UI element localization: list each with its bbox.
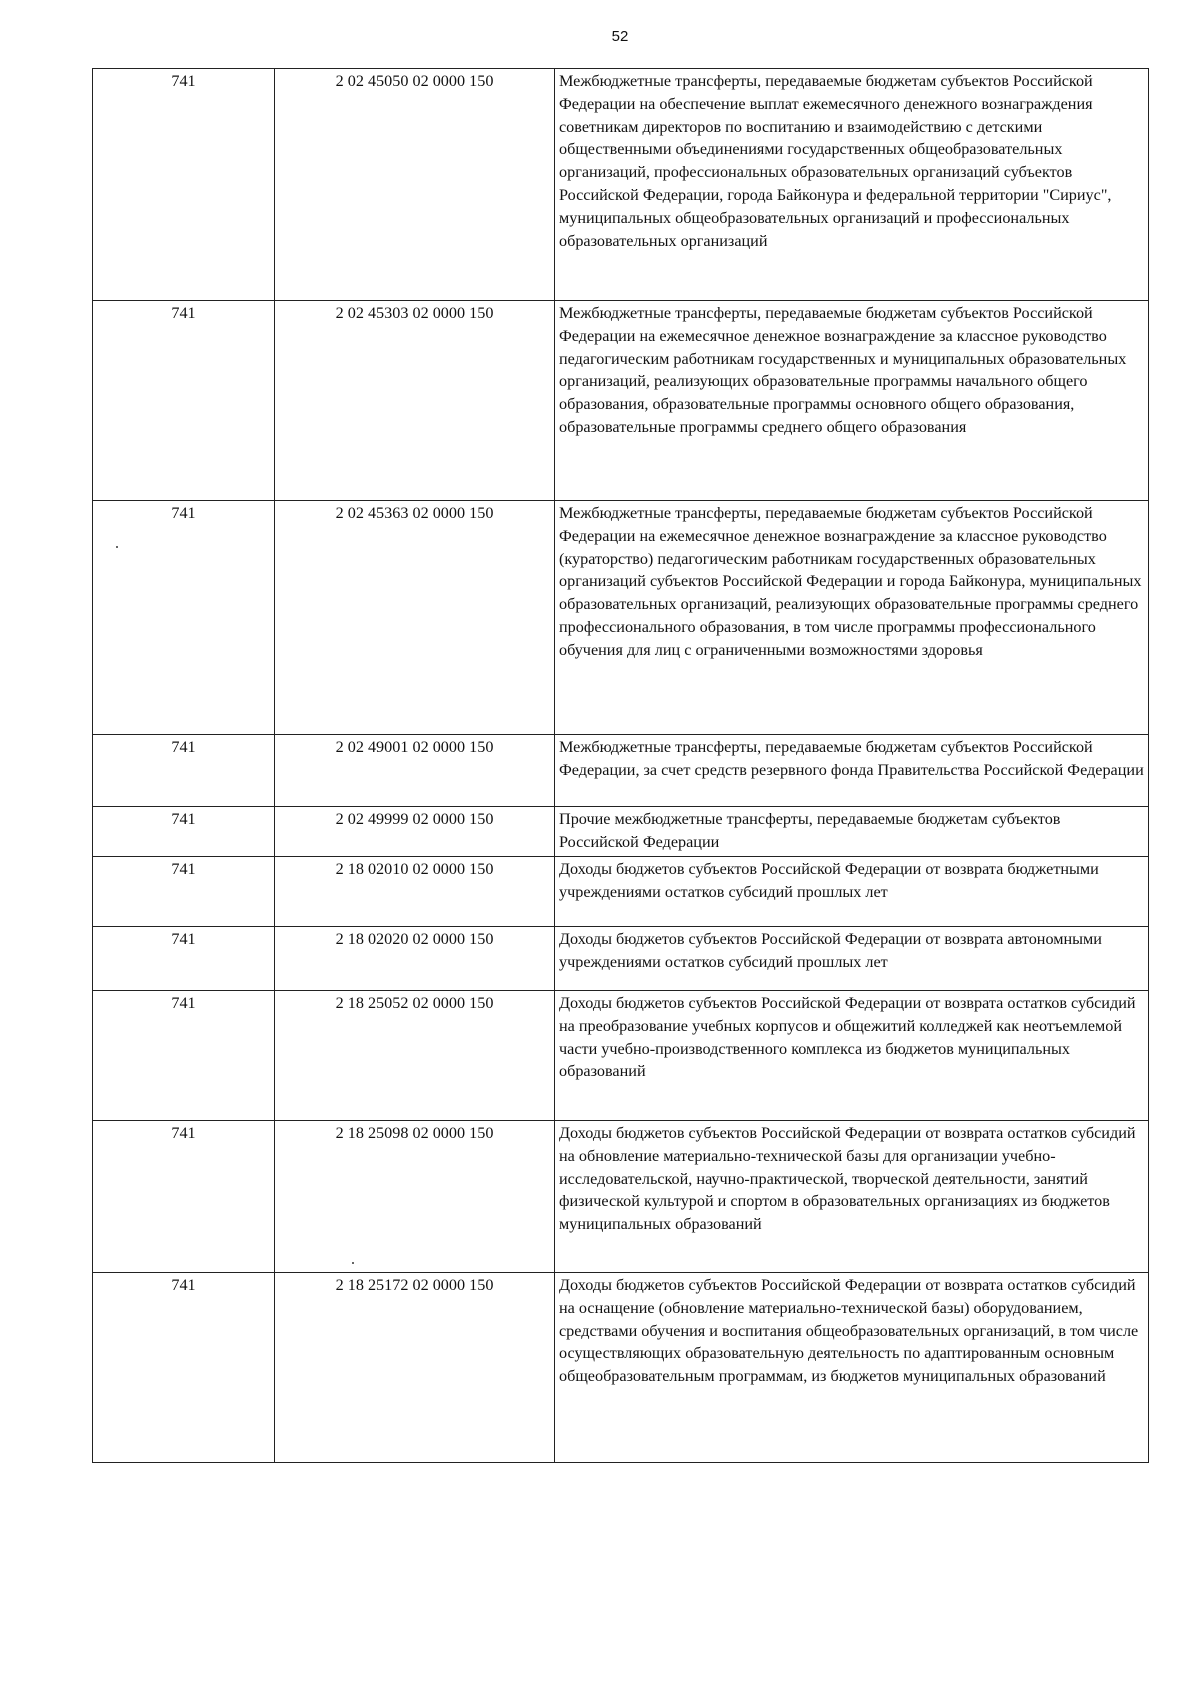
description-cell: Доходы бюджетов субъектов Российской Федерации от возврата остатков субсидий на преобразование учебных корпусов и общежитий колледжей как неотъемлемой части учебно-производственного комплекса из бюджетов муниципальных образований [555, 991, 1149, 1121]
description-cell: Межбюджетные трансферты, передаваемые бюджетам субъектов Российской Федерации на обеспечение выплат ежемесячного денежного вознаграждения советникам директоров по воспитанию и взаимодействию с детскими общественными объединениями государственных общеобразовательных организаций, профессиональных образовательных организаций субъектов Российской Федерации, города Байконура и федеральной территории "Сириус", муниципальных общеобразовательных организаций и профессиональных образовательных организаций [555, 69, 1149, 301]
admin-code-cell: 741 [93, 501, 275, 735]
admin-code-cell: 741 [93, 857, 275, 927]
table-row [93, 991, 1149, 1121]
description-cell: Межбюджетные трансферты, передаваемые бюджетам субъектов Российской Федерации на ежемесячное денежное вознаграждение за классное руководство педагогическим работникам государственных и муниципальных образовательных организаций, реализующих образовательные программы начального общего образования, образовательные программы основного общего образования, образовательные программы среднего общего образования [555, 301, 1149, 501]
budget-code-cell: 2 02 45303 02 0000 150 [275, 301, 555, 501]
table-row [93, 69, 1149, 301]
table-row [93, 735, 1149, 807]
budget-code-cell: 2 18 25052 02 0000 150 [275, 991, 555, 1121]
budget-code-cell: 2 18 25172 02 0000 150 [275, 1273, 555, 1463]
description-cell: Прочие межбюджетные трансферты, передаваемые бюджетам субъектов Российской Федерации [555, 807, 1149, 857]
budget-code-cell: 2 02 45363 02 0000 150 [275, 501, 555, 735]
budget-code-cell: 2 02 49001 02 0000 150 [275, 735, 555, 807]
budget-code-cell: 2 18 02010 02 0000 150 [275, 857, 555, 927]
description-cell: Доходы бюджетов субъектов Российской Федерации от возврата автономными учреждениями остатков субсидий прошлых лет [555, 927, 1149, 991]
table-row [93, 857, 1149, 927]
table-row [93, 501, 1149, 735]
table-row [93, 1121, 1149, 1273]
admin-code-cell: 741 [93, 735, 275, 807]
table-row [93, 807, 1149, 857]
description-cell: Межбюджетные трансферты, передаваемые бюджетам субъектов Российской Федерации, за счет средств резервного фонда Правительства Российской Федерации [555, 735, 1149, 807]
table-row [93, 927, 1149, 991]
admin-code-cell: 741 [93, 1121, 275, 1273]
description-cell: Доходы бюджетов субъектов Российской Федерации от возврата остатков субсидий на оснащение (обновление материально-технической базы) оборудованием, средствами обучения и воспитания общеобразовательных организаций, в том числе осуществляющих образовательную деятельность по адаптированным основным общеобразовательным программам, из бюджетов муниципальных образований [555, 1273, 1149, 1463]
budget-code-cell: 2 18 02020 02 0000 150 [275, 927, 555, 991]
description-cell: Доходы бюджетов субъектов Российской Федерации от возврата остатков субсидий на обновление материально-технической базы для организации учебно-исследовательской, научно-практической, творческой деятельности, занятий физической культурой и спортом в образовательных организациях из бюджетов муниципальных образований [555, 1121, 1149, 1273]
page-number: 52 [611, 28, 629, 45]
description-cell: Межбюджетные трансферты, передаваемые бюджетам субъектов Российской Федерации на ежемесячное денежное вознаграждение за классное руководство (кураторство) педагогическим работникам государственных образовательных организаций субъектов Российской Федерации и города Байконура, муниципальных образовательных организаций, реализующих образовательные программы среднего профессионального образования, в том числе программы профессионального обучения для лиц с ограниченными возможностями здоровья [555, 501, 1149, 735]
budget-code-cell: 2 18 25098 02 0000 150 [275, 1121, 555, 1273]
budget-code-cell: 2 02 45050 02 0000 150 [275, 69, 555, 301]
admin-code-cell: 741 [93, 69, 275, 301]
scan-speck [116, 546, 118, 548]
admin-code-cell: 741 [93, 807, 275, 857]
admin-code-cell: 741 [93, 301, 275, 501]
table-body [93, 69, 1149, 1463]
admin-code-cell: 741 [93, 1273, 275, 1463]
admin-code-cell: 741 [93, 927, 275, 991]
description-cell: Доходы бюджетов субъектов Российской Федерации от возврата бюджетными учреждениями остатков субсидий прошлых лет [555, 857, 1149, 927]
table-row [93, 301, 1149, 501]
table-row [93, 1273, 1149, 1463]
admin-code-cell: 741 [93, 991, 275, 1121]
revenue-codes-table [92, 68, 1149, 1463]
budget-code-cell: 2 02 49999 02 0000 150 [275, 807, 555, 857]
scan-speck [352, 1262, 354, 1264]
